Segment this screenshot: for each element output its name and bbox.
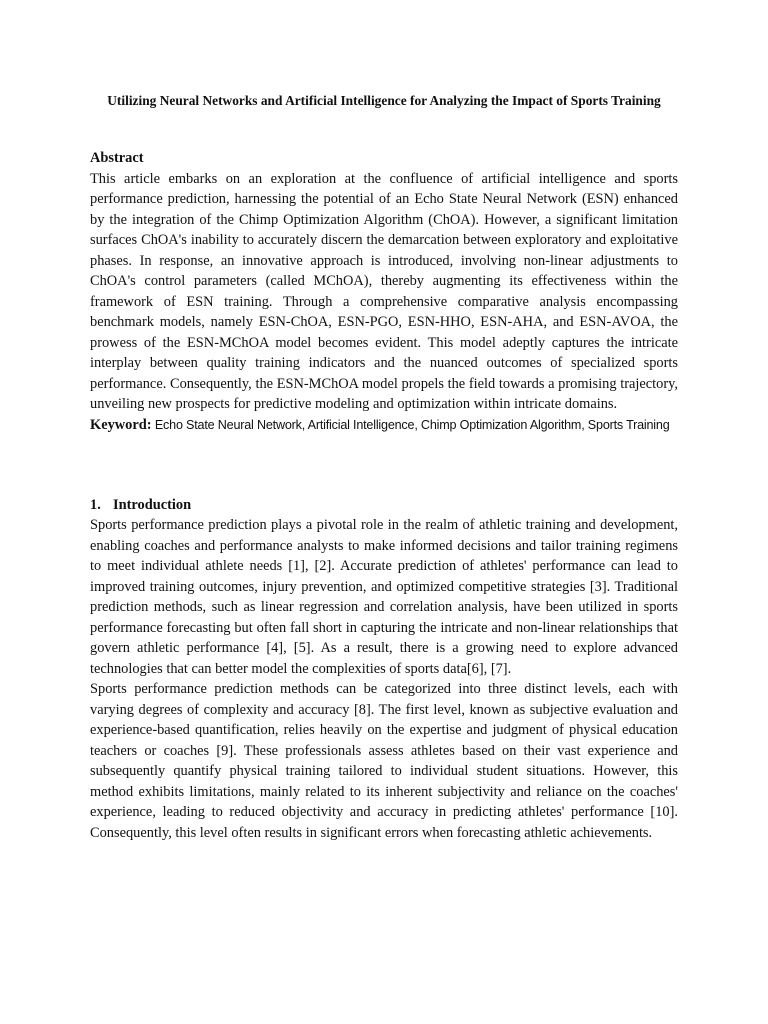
paper-title: Utilizing Neural Networks and Artificial Intelligence for Analyzing the Impact of Sports Training [107,93,661,108]
keyword-label: Keyword: [90,416,152,433]
introduction-paragraph-1: Sports performance prediction plays a pivotal role in the realm of athletic training and development, enabling coaches and performance analysts to make informed decisions and tailor training regimens to meet individual athlete needs [1], [2]. Accurate prediction of athletes' performance can lead to improved training outcomes, injury prevention, and optimized competitive strategies [3]. Traditional prediction methods, such as linear regression and correlation analysis, have been utilized in sports performance forecasting but often fall short in capturing the intricate and non-linear relationships that govern athletic performance [4], [5]. As a result, there is a growing need to explore advanced technologies that can better model the complexities of sports data[6], [7]. [90,517,678,677]
abstract-heading: Abstract [90,150,144,166]
document-page [90,91,678,843]
section-title: Introduction [113,496,192,513]
abstract-body: This article embarks on an exploration at the confluence of artificial intelligence and sports performance prediction, harnessing the potential of an Echo State Neural Network (ESN) enhanced by the integration of the Chimp Optimization Algorithm (ChOA). However, a significant limitation surfaces ChOA's inability to accurately discern the demarcation between exploratory and exploitative phases. In response, an innovative approach is introduced, involving non-linear adjustments to ChOA's control parameters (called MChOA), thereby augmenting its effectiveness within the framework of ESN training. Through a comprehensive comparative analysis encompassing benchmark models, namely ESN-ChOA, ESN-PGO, ESN-HHO, ESN-AHA, and ESN-AVOA, the prowess of the ESN-MChOA model becomes evident. This model adeptly captures the intricate interplay between quality training indicators and the nuanced outcomes of specialized sports performance. Consequently, the ESN-MChOA model propels the field towards a promising trajectory, unveiling new prospects for predictive modeling and optimization within intricate domains. [90,170,678,412]
introduction-heading [90,495,678,516]
section-number: 1. [90,496,101,513]
introduction-paragraph-2: Sports performance prediction methods can be categorized into three distinct levels, each with varying degrees of complexity and accuracy [8]. The first level, known as subjective evaluation and experience-based quantification, relies heavily on the expertise and judgment of physical education teachers or coaches [9]. These professionals assess athletes based on their vast experience and subsequently quantify physical training tailored to individual student situations. However, this method exhibits limitations, mainly related to its inherent subjectivity and reliance on the coaches' experience, leading to reduced objectivity and accuracy in predicting athletes' performance [10]. Consequently, this level often results in significant errors when forecasting athletic achievements. [90,681,678,841]
keywords [90,415,678,435]
keyword-text: Echo State Neural Network, Artificial Intelligence, Chimp Optimization Algorithm, Sports Training [151,417,670,432]
